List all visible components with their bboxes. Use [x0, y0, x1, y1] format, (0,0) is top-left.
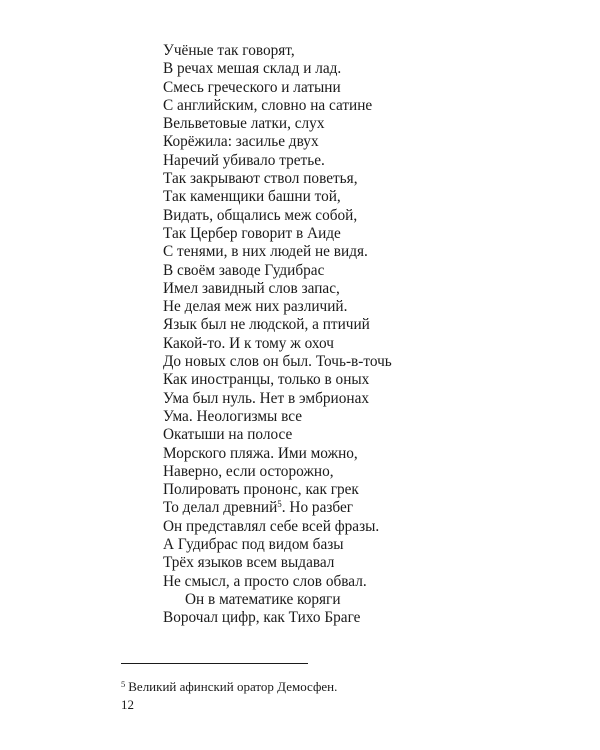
poem-line: Наверно, если осторожно,	[163, 462, 334, 480]
footnote-number: 5	[121, 679, 126, 689]
poem-line: Он представлял себе всей фразы.	[163, 517, 380, 535]
poem-line: Так закрывают ствол поветья,	[163, 170, 358, 188]
poem-line: Как иностранцы, только в оных	[163, 371, 370, 389]
poem-line: В речах мешая склад и лад.	[163, 60, 342, 78]
poem	[163, 42, 392, 628]
footnote	[121, 679, 337, 695]
poem-line: Трёх языков всем выдавал	[163, 554, 335, 572]
poem-line: Полировать прононс, как грек	[163, 481, 359, 499]
poem-line: Имел завидный слов запас,	[163, 279, 340, 297]
poem-line: Ума был нуль. Нет в эмбрионах	[163, 389, 370, 407]
footnote-reference[interactable]: 5	[277, 499, 282, 510]
poem-line: Вельветовые латки, слух	[163, 115, 325, 133]
page-number: 12	[121, 697, 134, 712]
footnote-text: Великий афинский оратор Демосфен.	[128, 679, 338, 694]
poem-line: Язык был не людской, а птичий	[163, 316, 370, 334]
poem-line-with-footnote	[163, 499, 392, 517]
poem-line: Ума. Неологизмы все	[163, 407, 303, 425]
poem-line-text: То делал древний	[163, 499, 278, 517]
poem-line: Корёжила: засилье двух	[163, 133, 319, 151]
poem-line: Ворочал цифр, как Тихо Браге	[163, 609, 361, 627]
poem-line: А Гудибрас под видом базы	[163, 536, 344, 554]
poem-line: Так Цербер говорит в Аиде	[163, 224, 341, 242]
poem-line: В своём заводе Гудибрас	[163, 261, 325, 279]
poem-line: Учёные так говорят,	[163, 42, 295, 59]
poem-line: С тенями, в них людей не видя.	[163, 243, 368, 261]
poem-line: До новых слов он был. Точь-в-точь	[163, 353, 392, 371]
poem-line: Смесь греческого и латыни	[163, 78, 341, 96]
poem-line: Так каменщики башни той,	[163, 188, 341, 206]
poem-line: Наречий убивало третье.	[163, 151, 325, 169]
poem-line-indented: Он в математике коряги	[185, 590, 341, 608]
poem-line: С английским, словно на сатине	[163, 96, 373, 114]
poem-line: Не делая меж них различий.	[163, 298, 348, 316]
poem-line: Морского пляжа. Ими можно,	[163, 444, 358, 462]
poem-line: Какой-то. И к тому ж охоч	[163, 334, 334, 352]
poem-line: Не смысл, а просто слов обвал.	[163, 572, 367, 590]
poem-line: Видать, общались меж собой,	[163, 206, 358, 224]
footnote-divider	[121, 663, 308, 664]
poem-line-tail: . Но разбег	[281, 499, 354, 517]
poem-line: Окатыши на полосе	[163, 426, 293, 444]
